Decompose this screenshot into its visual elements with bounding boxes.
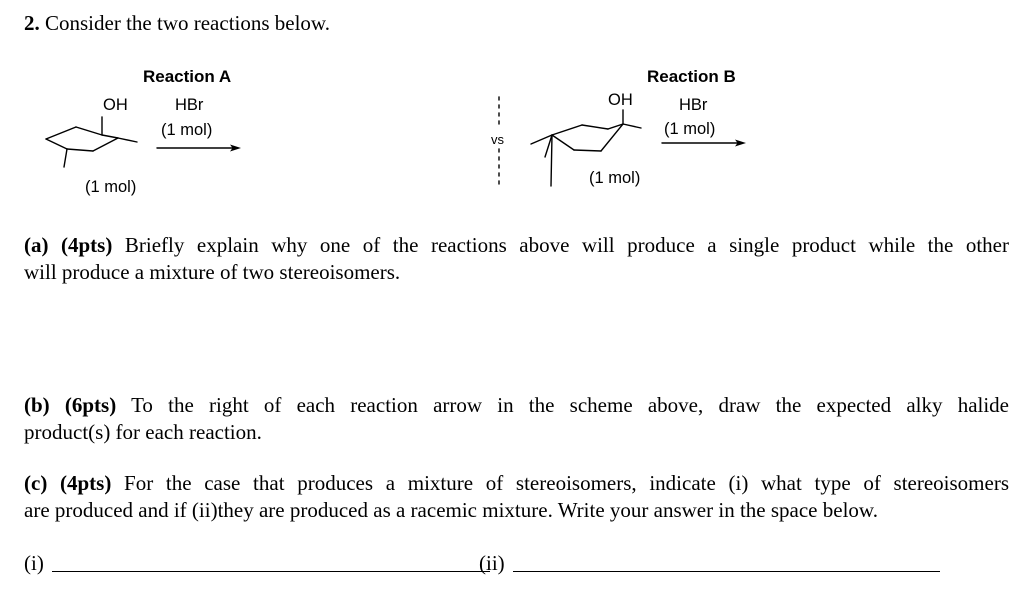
reaction-a-methyl-bond bbox=[118, 138, 137, 142]
reaction-b-ring-bond bbox=[552, 135, 574, 150]
reaction-b-tbutyl-bond bbox=[551, 135, 552, 186]
part-b-tag: (b) (6pts) bbox=[24, 393, 117, 417]
reaction-a-reagent-amount: (1 mol) bbox=[161, 121, 213, 139]
reaction-a-ring-bond bbox=[46, 139, 67, 149]
part-c-question bbox=[24, 470, 1009, 524]
reaction-a-ring-bond bbox=[93, 138, 118, 151]
answer-i-label: (i) bbox=[24, 551, 44, 575]
part-b-text-line1: To the right of each reaction arrow in the scheme above, draw the expected alky halide bbox=[131, 393, 1010, 417]
reaction-a-cyclohexane-structure bbox=[46, 117, 137, 167]
part-c-text-line1: For the case that produces a mixture of stereoisomers, indicate (i) what type of stereoisomers bbox=[124, 471, 1010, 495]
answer-ii-label: (ii) bbox=[479, 551, 505, 575]
reaction-a-ring-bond bbox=[67, 149, 93, 151]
part-b-text-line2: product(s) for each reaction. bbox=[24, 420, 262, 444]
part-a-text-line1: Briefly explain why one of the reactions above will produce a single product while the other bbox=[124, 233, 1009, 257]
reaction-a-hydroxyl-label: OH bbox=[103, 96, 128, 114]
reaction-a-label: Reaction A bbox=[143, 67, 232, 86]
reaction-b-substrate-amount: (1 mol) bbox=[589, 169, 641, 187]
part-c-text-line2: are produced and if (ii)they are produced as a racemic mixture. Write your answer in the space below. bbox=[24, 498, 878, 522]
part-a-question bbox=[24, 232, 1009, 286]
reaction-b-cyclohexane-structure bbox=[531, 110, 641, 186]
part-c-tag: (c) (4pts) bbox=[24, 471, 112, 495]
question-number: 2. bbox=[24, 11, 40, 35]
reaction-a-substrate-amount: (1 mol) bbox=[85, 178, 137, 196]
answer-blanks bbox=[24, 550, 954, 580]
reaction-b-ring-bond bbox=[552, 125, 582, 135]
part-b-question bbox=[24, 392, 1009, 446]
reaction-b-ring-bond bbox=[582, 125, 608, 129]
answer-ii-blank[interactable] bbox=[513, 571, 940, 572]
reaction-b-methyl-bond bbox=[623, 124, 641, 128]
answer-i-blank[interactable] bbox=[52, 571, 490, 572]
reaction-b-reagent-amount: (1 mol) bbox=[664, 120, 716, 138]
part-a-text-line2: will produce a mixture of two stereoisomers. bbox=[24, 260, 401, 284]
reaction-b-ring-bond bbox=[574, 150, 601, 151]
reaction-b-label: Reaction B bbox=[647, 67, 736, 86]
reaction-b-reagent: HBr bbox=[679, 96, 708, 114]
reaction-a-ring-bond bbox=[46, 127, 76, 139]
reaction-b-hydroxyl-label: OH bbox=[608, 91, 633, 109]
reaction-a-methyl-bond bbox=[64, 149, 67, 167]
reaction-a-ring-bond bbox=[76, 127, 102, 135]
versus-label: vs bbox=[491, 132, 504, 147]
reaction-a-reagent: HBr bbox=[175, 96, 204, 114]
part-a-tag: (a) (4pts) bbox=[24, 233, 113, 257]
reaction-a-ring-bond bbox=[102, 135, 118, 138]
question-title: Consider the two reactions below. bbox=[45, 11, 330, 35]
